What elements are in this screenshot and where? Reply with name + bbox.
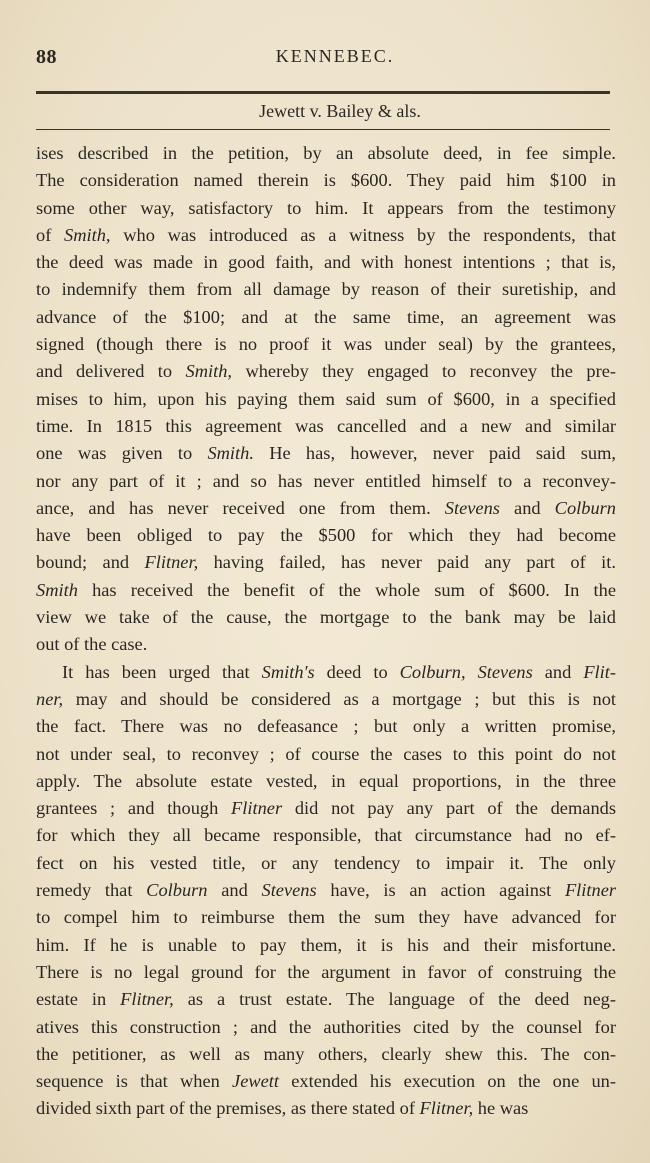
text-run: have, is an action against bbox=[316, 880, 565, 901]
text-run: who was introduced as a witness by the respondents, that bbox=[110, 224, 616, 245]
text-line bbox=[36, 604, 616, 631]
text-line bbox=[36, 276, 616, 303]
italic-text: Smith, bbox=[185, 361, 233, 382]
text-run: whereby they engaged to reconvey the pre- bbox=[232, 361, 616, 382]
text-run: mises to him, upon his paying them said sum of $600, in a specified bbox=[36, 388, 616, 409]
text-run: to indemnify them from all damage by reason of their suretiship, and bbox=[36, 279, 616, 300]
running-head: KENNEBEC. bbox=[275, 46, 395, 66]
italic-text: ner, bbox=[36, 688, 64, 709]
text-run: the deed was made in good faith, and with honest intentions ; that is, bbox=[36, 252, 616, 273]
text-run: to compel him to reimburse them the sum they have advanced for bbox=[36, 907, 616, 928]
text-line bbox=[36, 1041, 616, 1068]
italic-text: Flitner, bbox=[419, 1098, 474, 1119]
text-run: sequence is that when bbox=[36, 1071, 233, 1092]
italic-text: Flit- bbox=[583, 661, 616, 682]
italic-text: Stevens bbox=[444, 497, 500, 518]
text-run: nor any part of it ; and so has never entitled himself to a reconvey- bbox=[36, 470, 616, 491]
text-run: and bbox=[499, 497, 555, 518]
italic-text: Colburn bbox=[554, 497, 616, 518]
text-run: some other way, satisfactory to him. It appears from the testimony bbox=[36, 197, 616, 218]
italic-text: Smith. bbox=[207, 443, 254, 464]
text-run: the petitioner, as well as many others, clearly shew this. The con- bbox=[36, 1043, 616, 1064]
text-run: and bbox=[207, 880, 262, 901]
text-run: not under seal, to reconvey ; of course the cases to this point do not bbox=[36, 743, 616, 764]
paragraph bbox=[36, 659, 616, 1123]
text-run: view we take of the cause, the mortgage to the bank may be laid bbox=[36, 607, 616, 628]
text-line bbox=[36, 795, 616, 822]
text-line bbox=[36, 822, 616, 849]
text-run: out of the case. bbox=[36, 634, 148, 655]
text-line bbox=[36, 741, 616, 768]
text-run: remedy that bbox=[36, 880, 147, 901]
italic-text: Smith's bbox=[261, 661, 315, 682]
text-run: divided sixth part of the premises, as there stated of bbox=[36, 1098, 420, 1119]
text-line bbox=[36, 358, 616, 385]
text-run: He has, however, never paid said sum, bbox=[253, 443, 616, 464]
text-run: ises described in the petition, by an absolute deed, in fee simple. bbox=[36, 143, 616, 163]
italic-text: Stevens bbox=[261, 880, 317, 901]
text-line bbox=[36, 768, 616, 795]
text-line bbox=[36, 877, 616, 904]
text-run: atives this construction ; and the authorities cited by the counsel for bbox=[36, 1016, 616, 1037]
text-run: signed (though there is no proof it was under seal) by the grantees, bbox=[36, 334, 616, 355]
text-line bbox=[36, 495, 616, 522]
text-line bbox=[36, 659, 616, 686]
text-line bbox=[36, 249, 616, 276]
paragraph bbox=[36, 140, 616, 659]
text-line bbox=[36, 986, 616, 1013]
italic-text: Colburn bbox=[146, 880, 208, 901]
text-run: ance, and has never received one from them. bbox=[36, 497, 445, 518]
text-run: advance of the $100; and at the same time, an agreement was bbox=[36, 306, 616, 327]
text-run: deed to bbox=[314, 661, 400, 682]
text-line bbox=[36, 440, 616, 467]
italic-text: Jewett bbox=[232, 1071, 280, 1092]
italic-text: Flitner, bbox=[120, 989, 174, 1010]
text-line bbox=[36, 167, 616, 194]
text-line bbox=[36, 932, 616, 959]
text-run: The consideration named therein is $600. They paid him $100 in bbox=[36, 170, 616, 191]
text-run: did not pay any part of the demands bbox=[282, 798, 616, 819]
text-line bbox=[36, 331, 616, 358]
text-run: the fact. There was no defeasance ; but only a written promise, bbox=[36, 716, 616, 737]
italic-text: Flitner, bbox=[144, 552, 199, 573]
case-title-rule bbox=[36, 129, 610, 130]
italic-text: Smith bbox=[36, 579, 78, 600]
text-run: have been obliged to pay the $500 for which they had become bbox=[36, 525, 616, 546]
italic-text: Colburn, Stevens bbox=[399, 661, 533, 682]
text-line bbox=[36, 577, 616, 604]
text-line bbox=[36, 686, 616, 713]
text-run: grantees ; and though bbox=[36, 798, 232, 819]
text-line bbox=[36, 386, 616, 413]
body-text bbox=[36, 140, 616, 1123]
italic-text: Smith, bbox=[64, 224, 111, 245]
text-line bbox=[36, 468, 616, 495]
case-title: Jewett v. Bailey & als. bbox=[259, 101, 421, 121]
header-rule bbox=[36, 91, 610, 94]
text-line bbox=[36, 850, 616, 877]
text-line bbox=[36, 713, 616, 740]
text-run: may and should be considered as a mortgage ; but this is not bbox=[63, 688, 616, 709]
text-line bbox=[36, 549, 616, 576]
text-run: has received the benefit of the whole sum of $600. In the bbox=[77, 579, 616, 600]
text-run: he was bbox=[473, 1098, 529, 1119]
text-run: for which they all became responsible, that circumstance had no ef- bbox=[36, 825, 616, 846]
italic-text: Flitner bbox=[231, 798, 283, 819]
text-run: and delivered to bbox=[36, 361, 186, 382]
text-run: having failed, has never paid any part of it. bbox=[198, 552, 616, 573]
text-line bbox=[36, 413, 616, 440]
text-line bbox=[36, 959, 616, 986]
text-line bbox=[36, 631, 616, 658]
text-line bbox=[36, 1068, 616, 1095]
text-run: and bbox=[532, 661, 584, 682]
text-run: one was given to bbox=[36, 443, 208, 464]
text-run: fect on his vested title, or any tendency to impair it. The only bbox=[36, 852, 616, 873]
page-number: 88 bbox=[36, 46, 57, 68]
text-line bbox=[36, 195, 616, 222]
text-run: bound; and bbox=[36, 552, 145, 573]
text-run: It has been urged that bbox=[62, 661, 262, 682]
text-run: of bbox=[36, 224, 65, 245]
text-line bbox=[36, 1095, 616, 1122]
text-line bbox=[36, 304, 616, 331]
text-line bbox=[36, 140, 616, 167]
text-run: extended his execution on the one un- bbox=[279, 1071, 616, 1092]
text-run: as a trust estate. The language of the deed neg- bbox=[173, 989, 616, 1010]
text-line bbox=[36, 904, 616, 931]
italic-text: Flitner bbox=[564, 880, 617, 901]
text-line bbox=[36, 522, 616, 549]
text-run: estate in bbox=[36, 989, 121, 1010]
text-run: him. If he is unable to pay them, it is his and their misfortune. bbox=[36, 934, 616, 955]
text-line bbox=[36, 222, 616, 249]
text-run: time. In 1815 this agreement was cancelled and a new and similar bbox=[36, 415, 616, 436]
text-run: There is no legal ground for the argument in favor of construing the bbox=[36, 961, 616, 982]
text-run: apply. The absolute estate vested, in equal proportions, in the three bbox=[36, 770, 616, 791]
text-line bbox=[36, 1014, 616, 1041]
